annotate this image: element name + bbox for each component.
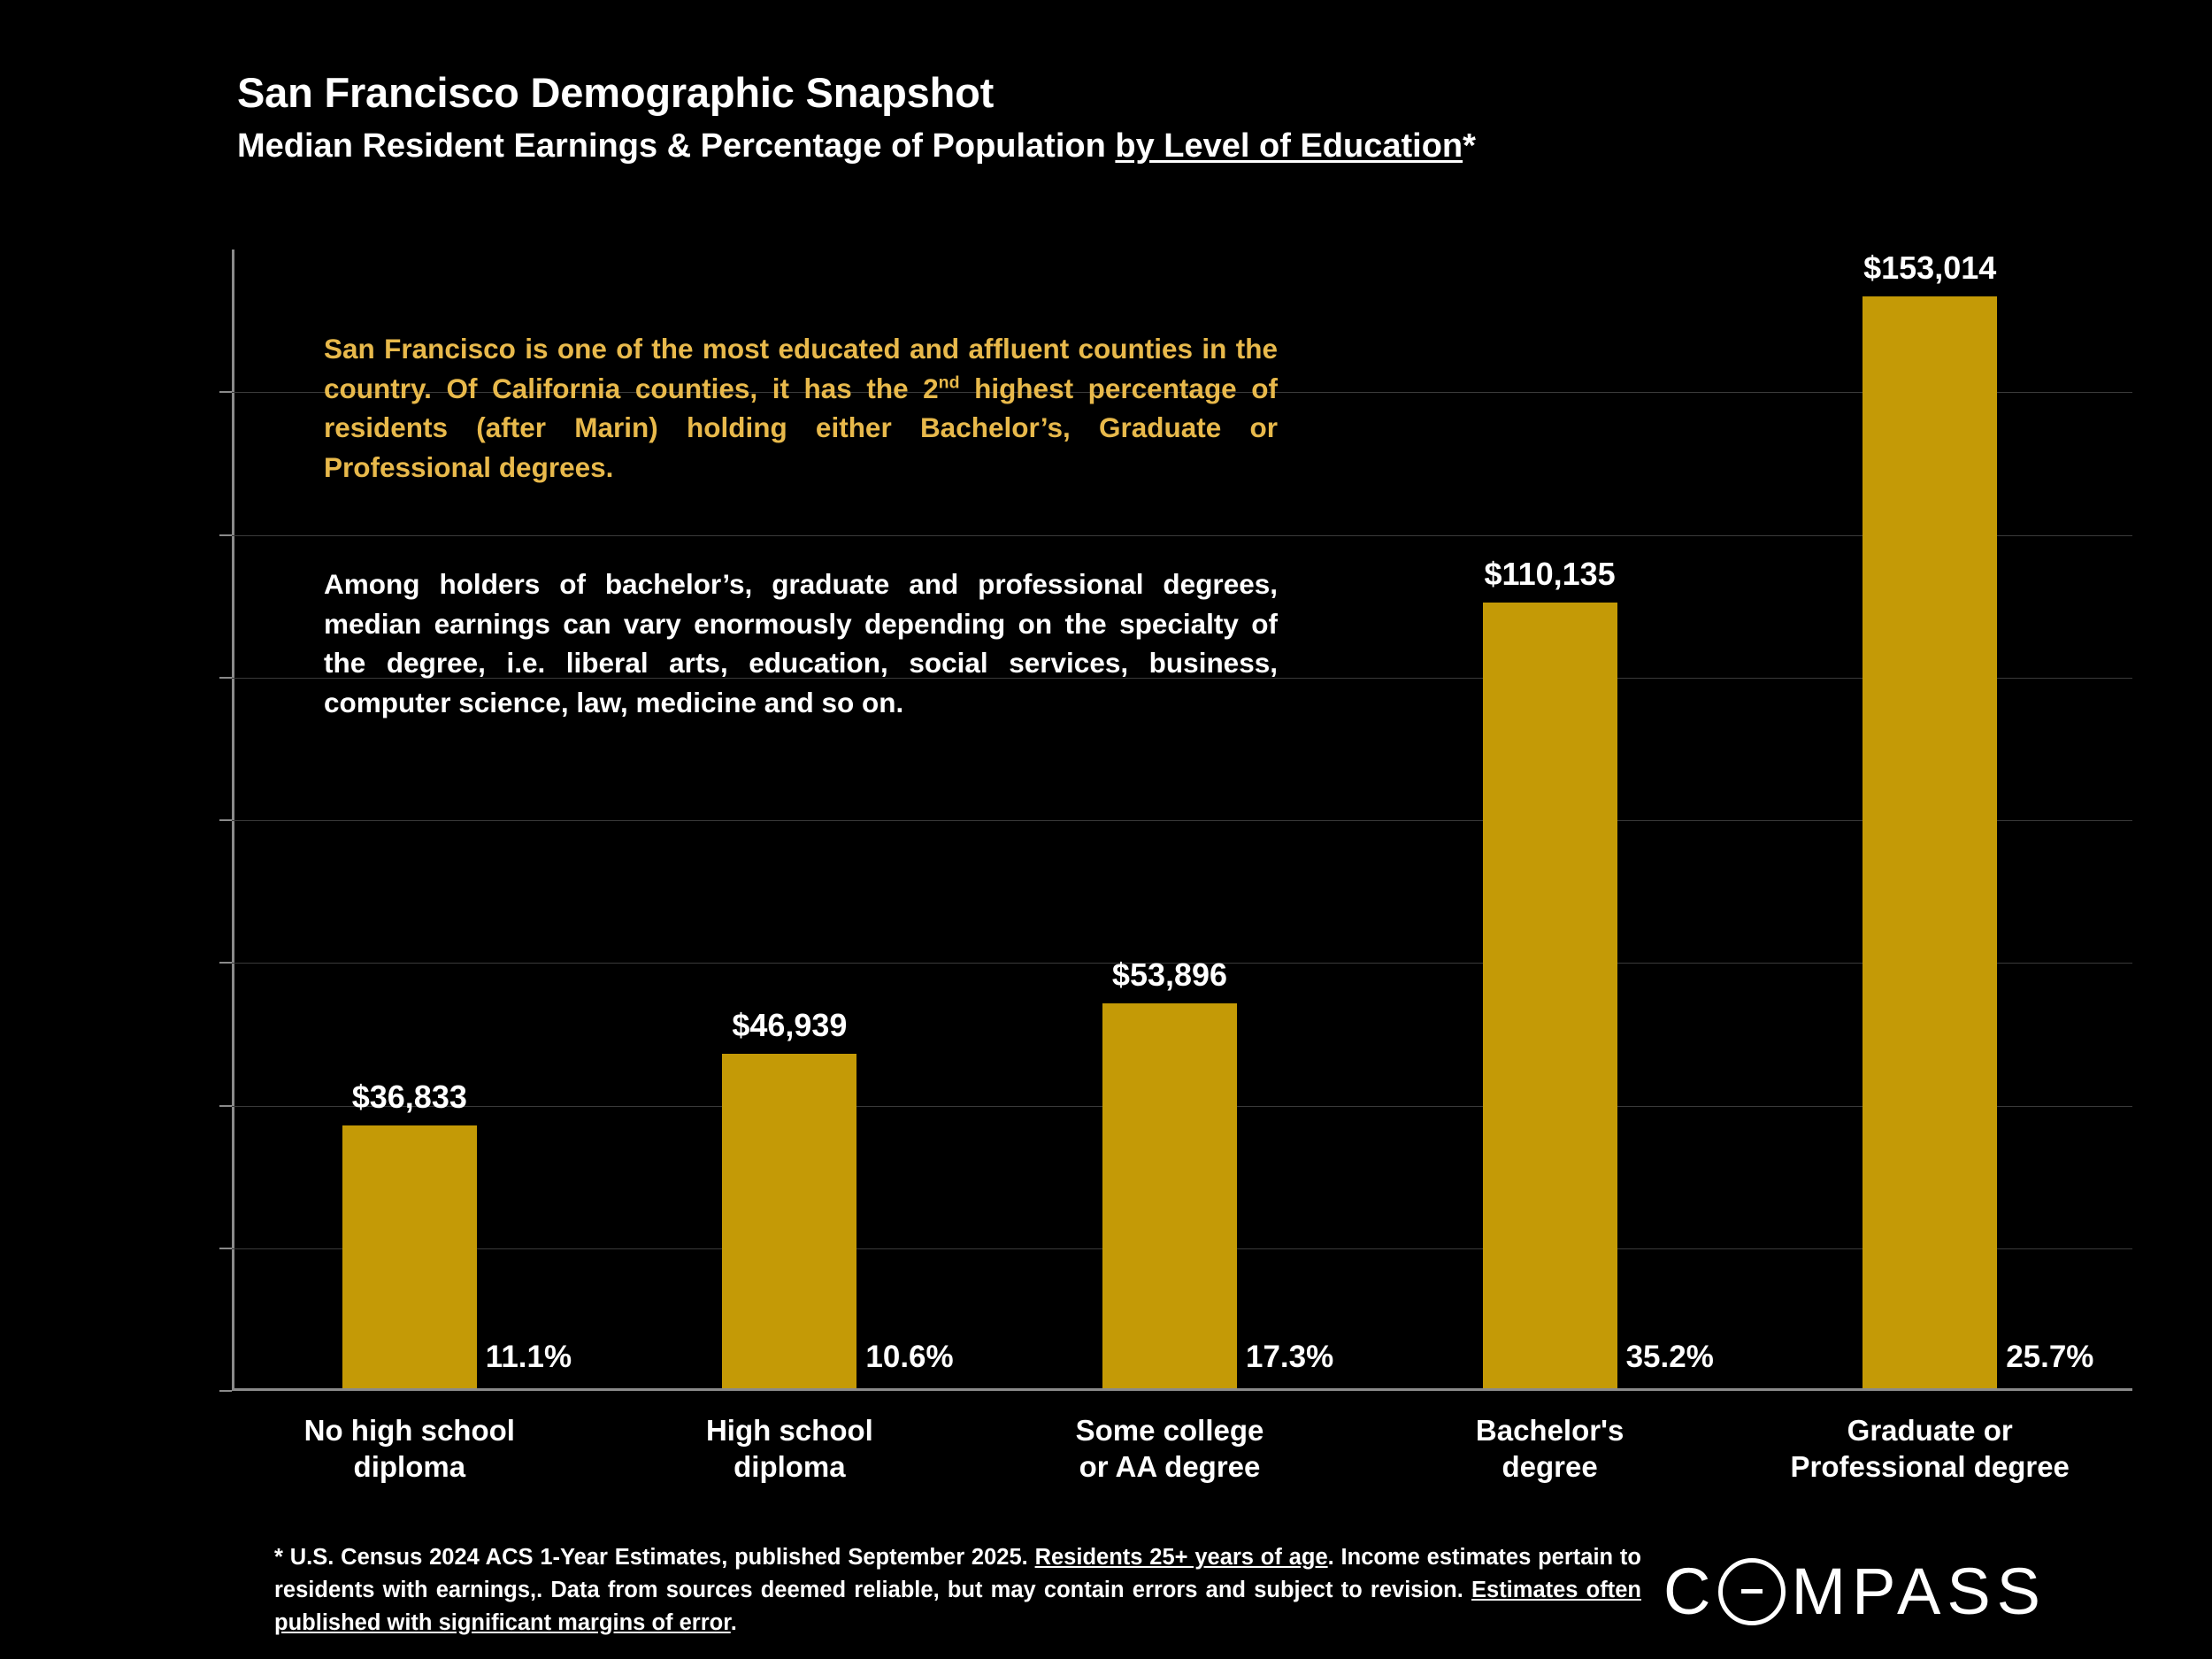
gridline xyxy=(232,535,2132,536)
compass-logo xyxy=(1663,1554,2047,1629)
page-title: San Francisco Demographic Snapshot xyxy=(237,69,995,116)
x-axis-category-label: No high school diploma xyxy=(303,1414,515,1484)
compass-logo-text xyxy=(1663,1554,2047,1629)
y-axis-tick xyxy=(219,677,232,679)
bar[interactable] xyxy=(722,1054,856,1388)
annotation-white: Among holders of bachelor’s, graduate and professional degrees, median earnings can vary enormously depending on the specialty of the degree, i.e. liberal arts, education, social services, business, computer science, law, medicine and so on. xyxy=(324,568,1278,719)
y-axis-tick xyxy=(219,819,232,821)
y-axis-tick xyxy=(219,1105,232,1107)
x-axis-category-label: High school diploma xyxy=(705,1414,873,1484)
subtitle-underlined: by Level of Education xyxy=(1115,127,1463,165)
y-axis-tick xyxy=(219,534,232,536)
y-axis-tick xyxy=(219,962,232,964)
bar-value-label: $110,135 xyxy=(1484,556,1616,593)
bar[interactable] xyxy=(1483,603,1617,1388)
page-subtitle xyxy=(237,127,1476,165)
gridline xyxy=(232,820,2132,821)
footnote-part2: . Income estimates pertain to residents with earnings,. Data from sources deemed reliable, but may contain errors and subject to revision. xyxy=(274,1545,1642,1602)
bar[interactable] xyxy=(1102,1003,1237,1388)
y-axis-tick xyxy=(219,391,232,393)
annotation-gold-text2: highest percentage of residents (after Marin) holding either Bachelor’s, Graduate or Professional degrees. xyxy=(324,372,1278,484)
x-axis-category-label: Graduate or Professional degree xyxy=(1790,1414,2070,1484)
logo-letters-mpass: MPASS xyxy=(1791,1555,2047,1628)
bar-percent-label: 10.6% xyxy=(865,1340,954,1374)
bar-value-label: $53,896 xyxy=(1111,956,1228,994)
x-axis-category-label: Bachelor's degree xyxy=(1475,1414,1624,1484)
bar-percent-label: 11.1% xyxy=(485,1340,572,1374)
x-axis-category-label: Some college or AA degree xyxy=(1075,1414,1264,1484)
annotation-gold-text1: San Francisco is one of the most educated and affluent counties in the country. Of California counties, it has the 2 xyxy=(324,333,1278,404)
annotation-gold xyxy=(324,329,1278,488)
subtitle-suffix: * xyxy=(1463,127,1476,165)
bar-value-label: $36,833 xyxy=(351,1079,467,1116)
y-axis-tick xyxy=(219,1248,232,1249)
bar-value-label: $46,939 xyxy=(732,1006,848,1043)
bar[interactable] xyxy=(1863,296,1997,1388)
bar-percent-label: 35.2% xyxy=(1625,1340,1714,1374)
subtitle-prefix: Median Resident Earnings & Percentage of Population xyxy=(237,127,1116,165)
bar-value-label: $153,014 xyxy=(1863,250,1997,287)
compass-needle-icon xyxy=(1718,1558,1786,1625)
x-axis-line xyxy=(232,1388,2132,1391)
annotation-gold-sup: nd xyxy=(938,373,960,393)
footnote-part1: * U.S. Census 2024 ACS 1-Year Estimates, published September 2025. xyxy=(274,1545,1035,1570)
footnote-underline2: Estimates often published with significant margins of error xyxy=(274,1577,1641,1635)
footnote-underline1: Residents 25+ years of age xyxy=(1034,1545,1328,1570)
bar-percent-label: 17.3% xyxy=(1246,1340,1334,1374)
title-block xyxy=(237,69,1476,165)
bar[interactable] xyxy=(342,1125,477,1388)
bar-percent-label: 25.7% xyxy=(2006,1340,2094,1374)
footnote-part3: . xyxy=(730,1609,737,1635)
y-axis-tick xyxy=(219,1390,232,1392)
footnote xyxy=(274,1541,1641,1640)
logo-letter-c: C xyxy=(1663,1555,1717,1628)
